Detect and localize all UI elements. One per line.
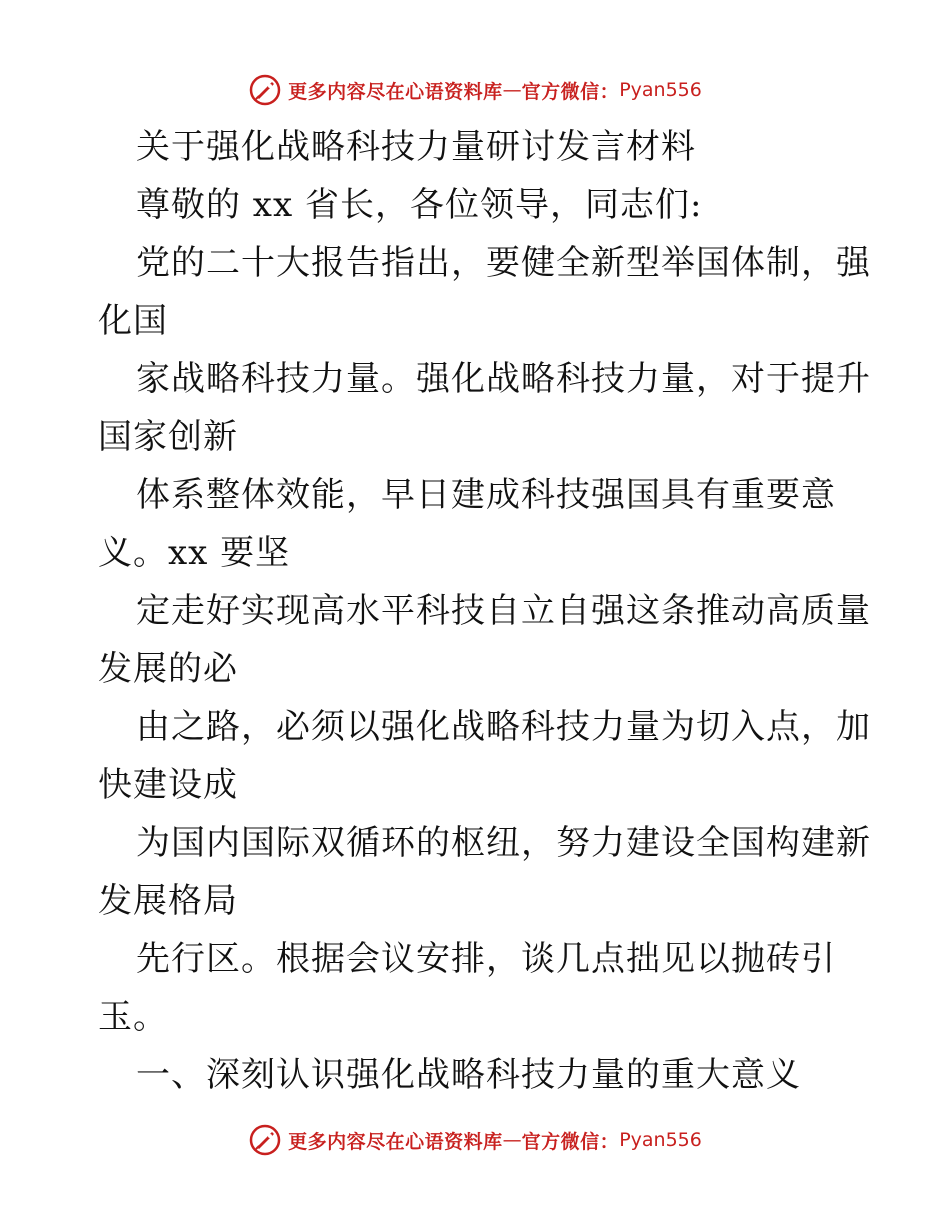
banner-contact-text: 官方微信： — [521, 1130, 620, 1153]
paragraph-line: 家战略科技力量。强化战略科技力量，对于提升 — [136, 359, 871, 399]
banner-contact-text: 官方微信： — [521, 80, 620, 103]
paragraph-line: 由之路，必须以强化战略科技力量为切入点，加 — [136, 707, 871, 747]
banner-brand-text: 更多内容尽在心语资料库 — [288, 1130, 503, 1153]
paragraph-line: 国家创新 — [98, 417, 238, 457]
quill-logo-icon — [248, 73, 282, 107]
paragraph-line: 党的二十大报告指出，要健全新型举国体制，强 — [136, 243, 871, 283]
banner-separator: — — [502, 79, 522, 101]
banner-separator: — — [502, 1129, 522, 1151]
paragraph-line: 体系整体效能，早日建成科技强国具有重要意 — [136, 475, 836, 515]
section-heading: 一、深刻认识强化战略科技力量的重大意义 — [136, 1055, 801, 1095]
paragraph-line: 义。xx 要坚 — [98, 533, 291, 573]
paragraph-line: 化国 — [98, 301, 168, 341]
banner-contact-id: Pyan556 — [619, 79, 702, 101]
paragraph-line: 先行区。根据会议安排，谈几点拙见以抛砖引 — [136, 939, 836, 979]
paragraph-line: 玉。 — [98, 997, 168, 1037]
quill-logo-icon — [248, 1123, 282, 1157]
header-watermark-banner — [0, 70, 950, 110]
document-title: 关于强化战略科技力量研讨发言材料 — [136, 127, 696, 167]
paragraph-line: 定走好实现高水平科技自立自强这条推动高质量 — [136, 591, 871, 631]
paragraph-line: 为国内国际双循环的枢纽，努力建设全国构建新 — [136, 823, 871, 863]
paragraph-line: 发展格局 — [98, 881, 238, 921]
footer-watermark-banner — [0, 1120, 950, 1160]
banner-contact-id: Pyan556 — [619, 1129, 702, 1151]
salutation-line: 尊敬的 xx 省长，各位领导，同志们: — [136, 185, 703, 225]
paragraph-line: 发展的必 — [98, 649, 238, 689]
banner-brand-text: 更多内容尽在心语资料库 — [288, 80, 503, 103]
paragraph-line: 快建设成 — [98, 765, 238, 805]
document-body — [98, 118, 871, 1104]
